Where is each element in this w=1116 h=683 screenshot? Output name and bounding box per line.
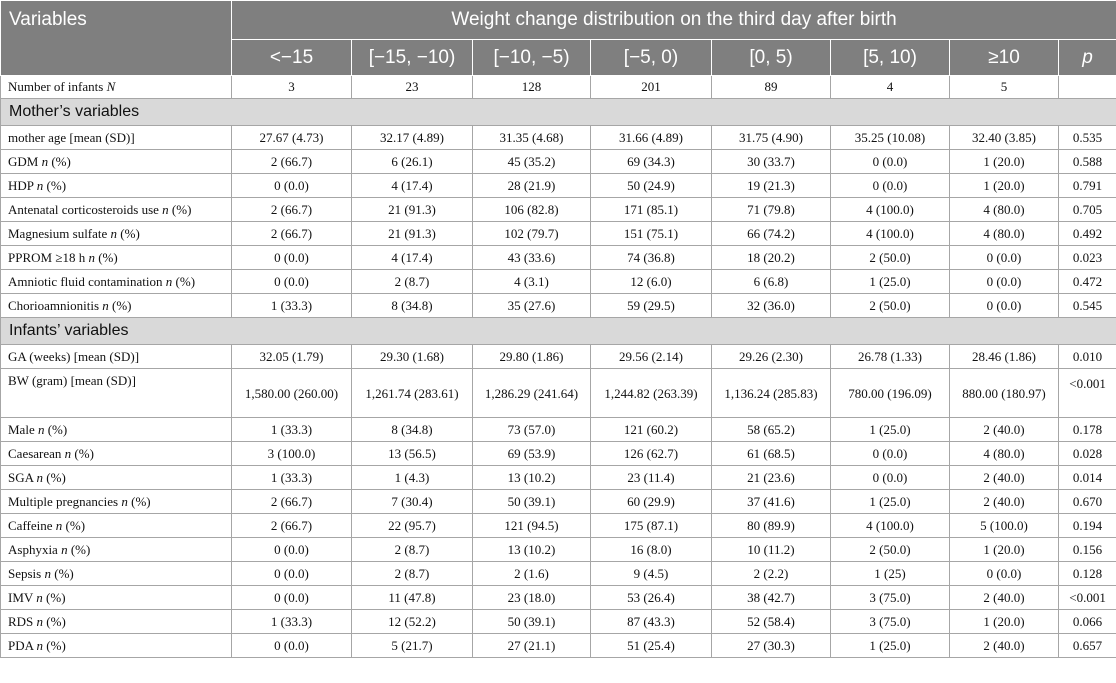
table-row — [1, 294, 1116, 318]
row-label — [1, 610, 232, 634]
value-cell: 8 (34.8) — [352, 294, 473, 318]
value-cell: 2 (66.7) — [232, 514, 352, 538]
row-label-text: RDS — [8, 613, 37, 629]
value-cell: 27 (21.1) — [473, 634, 591, 658]
value-cell: 18 (20.2) — [712, 246, 831, 270]
category-header-6: ≥10 — [950, 40, 1059, 76]
value-cell: 69 (53.9) — [473, 442, 591, 466]
row-label-text: Chorioamnionitis — [8, 297, 103, 313]
value-cell: 1 (33.3) — [232, 294, 352, 318]
table-body — [1, 76, 1116, 658]
table-row — [1, 222, 1116, 246]
row-label-text: Multiple pregnancies — [8, 493, 122, 509]
row-label-suffix: (%) — [62, 517, 86, 533]
p-value-cell: 0.023 — [1059, 246, 1116, 270]
row-label-text: PDA — [8, 637, 37, 653]
value-cell: 2 (2.2) — [712, 562, 831, 586]
value-cell: 4 (100.0) — [831, 198, 950, 222]
value-cell: 0 (0.0) — [831, 442, 950, 466]
value-cell: 1 (25.0) — [831, 418, 950, 442]
row-label-n: n — [36, 637, 44, 653]
p-value-cell: <0.001 — [1059, 586, 1116, 610]
row-label-text: IMV — [8, 589, 37, 605]
row-label-n: n — [165, 273, 173, 289]
table-row — [1, 198, 1116, 222]
value-cell: 1,580.00 (260.00) — [232, 369, 352, 418]
value-cell: 1,261.74 (283.61) — [352, 369, 473, 418]
value-cell: 0 (0.0) — [232, 634, 352, 658]
value-cell: 6 (26.1) — [352, 150, 473, 174]
value-cell: 106 (82.8) — [473, 198, 591, 222]
row-label — [1, 514, 232, 538]
table-row — [1, 126, 1116, 150]
row-label-n: n — [44, 565, 51, 581]
value-cell: 0 (0.0) — [232, 586, 352, 610]
row-label — [1, 586, 232, 610]
value-cell: 2 (66.7) — [232, 222, 352, 246]
value-cell: 2 (50.0) — [831, 294, 950, 318]
value-cell: 32.40 (3.85) — [950, 126, 1059, 150]
number-of-infants-label-symbol: N — [106, 79, 116, 94]
value-cell: 1 (25.0) — [831, 490, 950, 514]
row-label-n: n — [162, 201, 169, 217]
value-cell: 61 (68.5) — [712, 442, 831, 466]
number-of-infants-cell: 23 — [352, 76, 473, 99]
p-value-cell: 0.670 — [1059, 490, 1116, 514]
value-cell: 29.30 (1.68) — [352, 345, 473, 369]
p-value-cell: 0.178 — [1059, 418, 1116, 442]
row-label — [1, 246, 232, 270]
value-cell: 28.46 (1.86) — [950, 345, 1059, 369]
value-cell: 13 (10.2) — [473, 538, 591, 562]
value-cell: 121 (60.2) — [591, 418, 712, 442]
value-cell: 31.75 (4.90) — [712, 126, 831, 150]
value-cell: 3 (100.0) — [232, 442, 352, 466]
value-cell: 4 (3.1) — [473, 270, 591, 294]
value-cell: 0 (0.0) — [232, 246, 352, 270]
row-label-suffix: (%) — [43, 177, 67, 193]
p-value-cell: 0.066 — [1059, 610, 1116, 634]
value-cell: 45 (35.2) — [473, 150, 591, 174]
value-cell: 10 (11.2) — [712, 538, 831, 562]
value-cell: 1 (20.0) — [950, 538, 1059, 562]
row-label-suffix: (%) — [94, 249, 118, 265]
row-label-text: Male — [8, 421, 38, 437]
value-cell: 4 (100.0) — [831, 222, 950, 246]
row-label — [1, 126, 232, 150]
value-cell: 1 (4.3) — [352, 466, 473, 490]
value-cell: 21 (91.3) — [352, 222, 473, 246]
value-cell: 22 (95.7) — [352, 514, 473, 538]
row-label — [1, 634, 232, 658]
table-row — [1, 418, 1116, 442]
value-cell: 1 (25.0) — [831, 270, 950, 294]
row-label-n: n — [36, 177, 44, 193]
row-label — [1, 369, 232, 418]
value-cell: 8 (34.8) — [352, 418, 473, 442]
section-header-row — [1, 99, 1116, 126]
value-cell: 2 (1.6) — [473, 562, 591, 586]
number-of-infants-row — [1, 76, 1116, 99]
p-value-cell: 0.028 — [1059, 442, 1116, 466]
row-label-n: n — [121, 493, 128, 509]
value-cell: 0 (0.0) — [232, 270, 352, 294]
row-label-text: Amniotic fluid contamination — [8, 273, 166, 289]
value-cell: 2 (8.7) — [352, 270, 473, 294]
value-cell: 780.00 (196.09) — [831, 369, 950, 418]
value-cell: 38 (42.7) — [712, 586, 831, 610]
value-cell: 32.17 (4.89) — [352, 126, 473, 150]
row-label-suffix: (%) — [50, 565, 74, 581]
value-cell: 0 (0.0) — [950, 562, 1059, 586]
row-label-suffix: (%) — [48, 153, 71, 169]
value-cell: 171 (85.1) — [591, 198, 712, 222]
value-cell: 4 (100.0) — [831, 514, 950, 538]
value-cell: 32.05 (1.79) — [232, 345, 352, 369]
row-label — [1, 466, 232, 490]
p-value-cell: 0.194 — [1059, 514, 1116, 538]
row-label-text: Sepsis — [8, 565, 45, 581]
value-cell: 0 (0.0) — [950, 270, 1059, 294]
value-cell: 175 (87.1) — [591, 514, 712, 538]
value-cell: 23 (11.4) — [591, 466, 712, 490]
row-label-n: n — [36, 469, 44, 485]
value-cell: 151 (75.1) — [591, 222, 712, 246]
row-label-text: GDM — [8, 153, 42, 169]
value-cell: 74 (36.8) — [591, 246, 712, 270]
table-title: Weight change distribution on the third day after birth — [232, 1, 1116, 40]
value-cell: 50 (39.1) — [473, 490, 591, 514]
value-cell: 35 (27.6) — [473, 294, 591, 318]
row-label — [1, 538, 232, 562]
row-label-n: n — [41, 153, 49, 169]
row-label-text: mother age [mean (SD)] — [8, 129, 135, 145]
value-cell: 35.25 (10.08) — [831, 126, 950, 150]
value-cell: 5 (100.0) — [950, 514, 1059, 538]
value-cell: 29.56 (2.14) — [591, 345, 712, 369]
row-label-text: PPROM ≥18 h — [8, 249, 89, 265]
row-label-text: Magnesium sulfate — [8, 225, 111, 241]
value-cell: 1 (33.3) — [232, 418, 352, 442]
p-value-cell: <0.001 — [1059, 369, 1116, 418]
row-label — [1, 345, 232, 369]
row-label-suffix: (%) — [43, 613, 66, 629]
number-of-infants-label — [1, 76, 232, 99]
value-cell: 1 (25) — [831, 562, 950, 586]
table-row — [1, 562, 1116, 586]
value-cell: 121 (94.5) — [473, 514, 591, 538]
row-label-n: n — [61, 541, 68, 557]
section-header-row — [1, 318, 1116, 345]
row-label-n: n — [88, 249, 95, 265]
value-cell: 4 (80.0) — [950, 198, 1059, 222]
p-value-cell: 0.492 — [1059, 222, 1116, 246]
p-value-cell: 0.128 — [1059, 562, 1116, 586]
value-cell: 21 (23.6) — [712, 466, 831, 490]
table-row — [1, 466, 1116, 490]
value-cell: 50 (24.9) — [591, 174, 712, 198]
value-cell: 60 (29.9) — [591, 490, 712, 514]
row-label-suffix: (%) — [168, 201, 192, 217]
row-label — [1, 490, 232, 514]
value-cell: 0 (0.0) — [831, 174, 950, 198]
p-value-cell: 0.010 — [1059, 345, 1116, 369]
value-cell: 80 (89.9) — [712, 514, 831, 538]
category-header-2: [−10, −5) — [473, 40, 591, 76]
value-cell: 0 (0.0) — [950, 294, 1059, 318]
value-cell: 0 (0.0) — [232, 562, 352, 586]
row-label-suffix: (%) — [71, 445, 94, 461]
row-label-text: HDP — [8, 177, 37, 193]
row-label-suffix: (%) — [44, 421, 68, 437]
row-label — [1, 174, 232, 198]
value-cell: 16 (8.0) — [591, 538, 712, 562]
row-label — [1, 562, 232, 586]
value-cell: 23 (18.0) — [473, 586, 591, 610]
value-cell: 71 (79.8) — [712, 198, 831, 222]
row-label — [1, 150, 232, 174]
row-label-suffix: (%) — [127, 493, 151, 509]
p-value-cell: 0.014 — [1059, 466, 1116, 490]
p-value-cell: 0.705 — [1059, 198, 1116, 222]
value-cell: 4 (17.4) — [352, 174, 473, 198]
value-cell: 9 (4.5) — [591, 562, 712, 586]
value-cell: 1,244.82 (263.39) — [591, 369, 712, 418]
row-label-n: n — [64, 445, 72, 461]
value-cell: 2 (40.0) — [950, 466, 1059, 490]
table-row — [1, 150, 1116, 174]
value-cell: 29.26 (2.30) — [712, 345, 831, 369]
number-of-infants-p-cell — [1059, 76, 1116, 99]
value-cell: 3 (75.0) — [831, 586, 950, 610]
row-label-n: n — [110, 225, 118, 241]
section-title: Mother’s variables — [1, 99, 1116, 126]
value-cell: 2 (50.0) — [831, 538, 950, 562]
value-cell: 13 (10.2) — [473, 466, 591, 490]
value-cell: 5 (21.7) — [352, 634, 473, 658]
table-row — [1, 538, 1116, 562]
p-value-cell: 0.657 — [1059, 634, 1116, 658]
value-cell: 0 (0.0) — [831, 150, 950, 174]
table-row — [1, 442, 1116, 466]
row-label-n: n — [102, 297, 109, 313]
p-value-cell: 0.791 — [1059, 174, 1116, 198]
value-cell: 73 (57.0) — [473, 418, 591, 442]
value-cell: 12 (52.2) — [352, 610, 473, 634]
value-cell: 2 (66.7) — [232, 490, 352, 514]
category-header-4: [0, 5) — [712, 40, 831, 76]
value-cell: 21 (91.3) — [352, 198, 473, 222]
value-cell: 3 (75.0) — [831, 610, 950, 634]
value-cell: 0 (0.0) — [950, 246, 1059, 270]
row-label-suffix: (%) — [67, 541, 91, 557]
p-value-cell: 0.545 — [1059, 294, 1116, 318]
value-cell: 7 (30.4) — [352, 490, 473, 514]
value-cell: 126 (62.7) — [591, 442, 712, 466]
p-value-header: p — [1059, 40, 1116, 76]
number-of-infants-cell: 5 — [950, 76, 1059, 99]
value-cell: 6 (6.8) — [712, 270, 831, 294]
row-label-text: Asphyxia — [8, 541, 62, 557]
value-cell: 58 (65.2) — [712, 418, 831, 442]
number-of-infants-cell: 128 — [473, 76, 591, 99]
value-cell: 53 (26.4) — [591, 586, 712, 610]
value-cell: 1 (20.0) — [950, 610, 1059, 634]
value-cell: 12 (6.0) — [591, 270, 712, 294]
row-label-suffix: (%) — [42, 589, 66, 605]
table-row — [1, 610, 1116, 634]
row-label-suffix: (%) — [43, 469, 66, 485]
number-of-infants-cell: 3 — [232, 76, 352, 99]
row-label-n: n — [36, 613, 44, 629]
value-cell: 51 (25.4) — [591, 634, 712, 658]
row-label-n: n — [55, 517, 63, 533]
value-cell: 2 (40.0) — [950, 586, 1059, 610]
value-cell: 2 (40.0) — [950, 634, 1059, 658]
value-cell: 0 (0.0) — [232, 174, 352, 198]
table-row — [1, 514, 1116, 538]
category-header-3: [−5, 0) — [591, 40, 712, 76]
value-cell: 32 (36.0) — [712, 294, 831, 318]
number-of-infants-cell: 201 — [591, 76, 712, 99]
value-cell: 1 (25.0) — [831, 634, 950, 658]
value-cell: 1 (33.3) — [232, 466, 352, 490]
variables-header: Variables — [1, 1, 232, 76]
row-label — [1, 294, 232, 318]
value-cell: 27 (30.3) — [712, 634, 831, 658]
value-cell: 50 (39.1) — [473, 610, 591, 634]
row-label-suffix: (%) — [43, 637, 66, 653]
value-cell: 31.35 (4.68) — [473, 126, 591, 150]
number-of-infants-cell: 4 — [831, 76, 950, 99]
row-label — [1, 270, 232, 294]
table-row — [1, 246, 1116, 270]
value-cell: 43 (33.6) — [473, 246, 591, 270]
table-row — [1, 270, 1116, 294]
value-cell: 30 (33.7) — [712, 150, 831, 174]
value-cell: 2 (40.0) — [950, 418, 1059, 442]
category-header-5: [5, 10) — [831, 40, 950, 76]
value-cell: 4 (80.0) — [950, 222, 1059, 246]
category-header-1: [−15, −10) — [352, 40, 473, 76]
value-cell: 28 (21.9) — [473, 174, 591, 198]
value-cell: 27.67 (4.73) — [232, 126, 352, 150]
value-cell: 2 (50.0) — [831, 246, 950, 270]
table-row — [1, 174, 1116, 198]
value-cell: 2 (8.7) — [352, 562, 473, 586]
p-value-cell: 0.156 — [1059, 538, 1116, 562]
value-cell: 69 (34.3) — [591, 150, 712, 174]
value-cell: 4 (80.0) — [950, 442, 1059, 466]
value-cell: 1,136.24 (285.83) — [712, 369, 831, 418]
row-label-text: BW (gram) [mean (SD)] — [8, 373, 136, 388]
p-value-cell: 0.472 — [1059, 270, 1116, 294]
row-label-n: n — [36, 589, 43, 605]
row-label-suffix: (%) — [108, 297, 132, 313]
category-header-0: <−15 — [232, 40, 352, 76]
row-label — [1, 418, 232, 442]
value-cell: 880.00 (180.97) — [950, 369, 1059, 418]
value-cell: 87 (43.3) — [591, 610, 712, 634]
row-label-text: Caesarean — [8, 445, 65, 461]
row-label-text: Caffeine — [8, 517, 56, 533]
value-cell: 37 (41.6) — [712, 490, 831, 514]
number-of-infants-label-text: Number of infants — [8, 79, 107, 94]
row-label-text: Antenatal corticosteroids use — [8, 201, 163, 217]
value-cell: 52 (58.4) — [712, 610, 831, 634]
value-cell: 1 (20.0) — [950, 174, 1059, 198]
value-cell: 31.66 (4.89) — [591, 126, 712, 150]
value-cell: 2 (8.7) — [352, 538, 473, 562]
section-title: Infants’ variables — [1, 318, 1116, 345]
value-cell: 1 (20.0) — [950, 150, 1059, 174]
row-label-text: SGA — [8, 469, 37, 485]
p-value-cell: 0.588 — [1059, 150, 1116, 174]
row-label — [1, 222, 232, 246]
table-row — [1, 369, 1116, 418]
row-label — [1, 198, 232, 222]
value-cell: 59 (29.5) — [591, 294, 712, 318]
table-row — [1, 586, 1116, 610]
value-cell: 26.78 (1.33) — [831, 345, 950, 369]
table-row — [1, 345, 1116, 369]
value-cell: 29.80 (1.86) — [473, 345, 591, 369]
number-of-infants-cell: 89 — [712, 76, 831, 99]
value-cell: 102 (79.7) — [473, 222, 591, 246]
table-row — [1, 490, 1116, 514]
value-cell: 19 (21.3) — [712, 174, 831, 198]
row-label-suffix: (%) — [172, 273, 196, 289]
row-label — [1, 442, 232, 466]
value-cell: 2 (66.7) — [232, 150, 352, 174]
value-cell: 4 (17.4) — [352, 246, 473, 270]
row-label-text: GA (weeks) [mean (SD)] — [8, 348, 140, 364]
row-label-suffix: (%) — [117, 225, 140, 241]
value-cell: 0 (0.0) — [831, 466, 950, 490]
value-cell: 1 (33.3) — [232, 610, 352, 634]
value-cell: 1,286.29 (241.64) — [473, 369, 591, 418]
p-value-cell: 0.535 — [1059, 126, 1116, 150]
value-cell: 2 (66.7) — [232, 198, 352, 222]
value-cell: 2 (40.0) — [950, 490, 1059, 514]
value-cell: 0 (0.0) — [232, 538, 352, 562]
value-cell: 13 (56.5) — [352, 442, 473, 466]
row-label-n: n — [37, 421, 45, 437]
value-cell: 11 (47.8) — [352, 586, 473, 610]
value-cell: 66 (74.2) — [712, 222, 831, 246]
table-row — [1, 634, 1116, 658]
